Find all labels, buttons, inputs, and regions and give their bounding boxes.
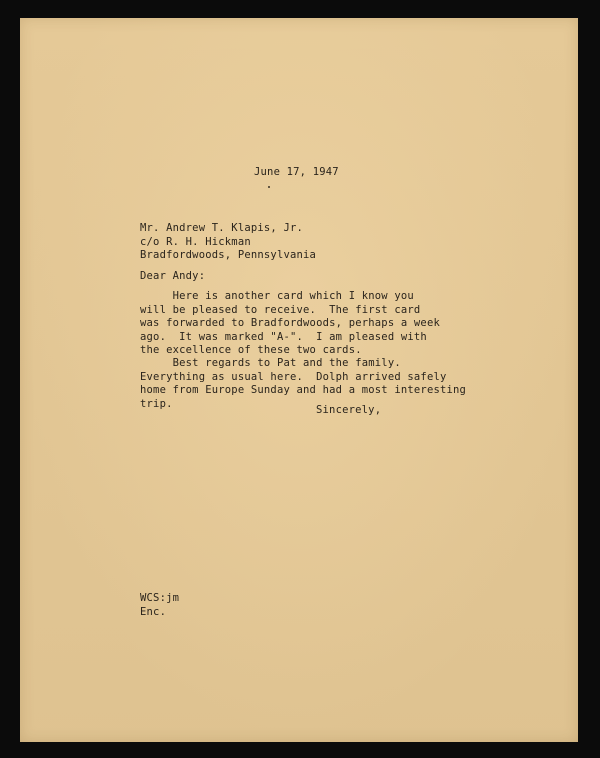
reference-block (140, 592, 179, 619)
paragraph-line: was forwarded to Bradfordwoods, perhaps a week (140, 317, 440, 329)
paragraph-line: home from Europe Sunday and had a most interesting (140, 384, 467, 396)
paragraph-line: Here is another card which I know you (140, 290, 414, 302)
enclosure-note: Enc. (140, 605, 167, 618)
address-line-care-of: c/o R. H. Hickman (140, 235, 251, 248)
paragraph-line: trip. (140, 397, 173, 410)
address-line-name: Mr. Andrew T. Klapis, Jr. (140, 222, 304, 234)
recipient-address (140, 222, 316, 263)
ink-speck (268, 186, 270, 188)
paragraph-line: Everything as usual here. Dolph arrived safely (140, 370, 447, 383)
salutation: Dear Andy: (140, 270, 206, 282)
body-paragraph-1 (140, 290, 440, 358)
body-paragraph-2 (140, 357, 466, 411)
paragraph-line: ago. It was marked "A-". I am pleased with (140, 330, 427, 343)
typist-initials: WCS:jm (140, 592, 180, 604)
address-line-town: Bradfordwoods, Pennsylvania (140, 249, 317, 261)
letter-page (20, 18, 578, 742)
letter-date: June 17, 1947 (254, 166, 339, 178)
paragraph-line: will be pleased to receive. The first card (140, 303, 421, 316)
closing: Sincerely, (316, 404, 382, 416)
paragraph-line: the excellence of these two cards. (140, 344, 362, 356)
paragraph-line: Best regards to Pat and the family. (140, 357, 401, 369)
